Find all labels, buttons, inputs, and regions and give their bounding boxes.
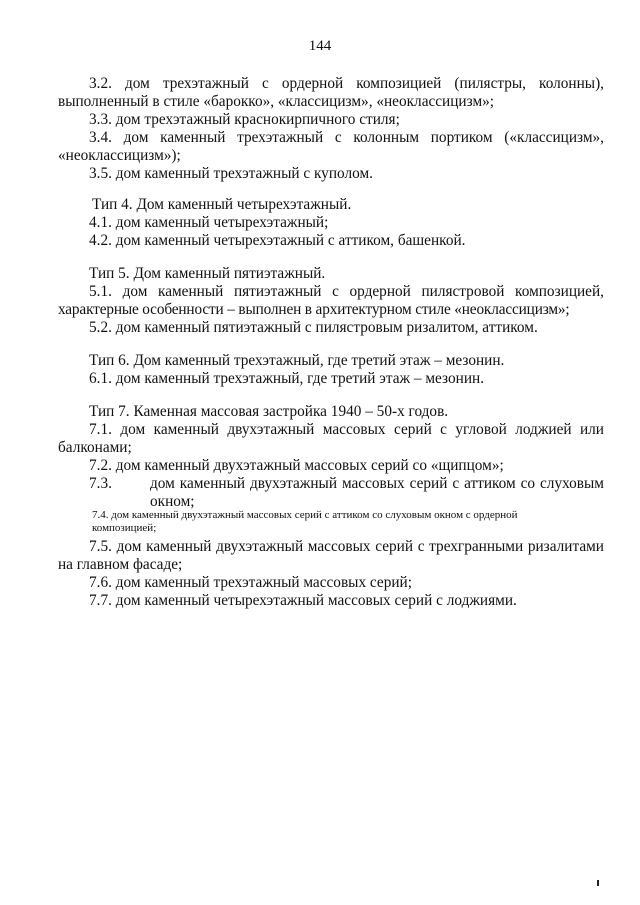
item-3-3: 3.3. дом трехэтажный краснокирпичного стиля; bbox=[89, 111, 400, 128]
scan-mark bbox=[597, 880, 599, 886]
item-7-5-line2: на главном фасаде; bbox=[58, 556, 183, 573]
type-7-heading: Тип 7. Каменная массовая застройка 1940 – 50-х годов. bbox=[89, 403, 449, 420]
item-3-5: 3.5. дом каменный трехэтажный с куполом. bbox=[89, 165, 373, 182]
item-5-1-line1: 5.1. дом каменный пятиэтажный с ордерной пилястровой композицией, bbox=[89, 283, 604, 300]
item-7-7: 7.7. дом каменный четырехэтажный массовых серий с лоджиями. bbox=[89, 592, 517, 609]
item-6-1: 6.1. дом каменный трехэтажный, где третий этаж – мезонин. bbox=[89, 370, 485, 387]
page-number: 144 bbox=[308, 38, 332, 54]
item-7-3-line2: окном; bbox=[150, 493, 195, 510]
item-3-2-line1: 3.2. дом трехэтажный с ордерной композицией (пилястры, колонны), bbox=[89, 75, 604, 92]
item-3-2-line2: выполненный в стиле «барокко», «классицизм», «неоклассицизм»; bbox=[58, 93, 495, 110]
item-7-4-line1: 7.4. дом каменный двухэтажный массовых серий с аттиком со слуховым окном с ордерной bbox=[92, 509, 518, 521]
type-6-heading: Тип 6. Дом каменный трехэтажный, где третий этаж – мезонин. bbox=[89, 352, 505, 369]
item-7-2: 7.2. дом каменный двухэтажный массовых серий со «щипцом»; bbox=[89, 457, 504, 474]
item-7-6: 7.6. дом каменный трехэтажный массовых серий; bbox=[89, 574, 412, 591]
type-5-heading: Тип 5. Дом каменный пятиэтажный. bbox=[89, 265, 326, 282]
item-4-1: 4.1. дом каменный четырехэтажный; bbox=[89, 214, 329, 231]
item-5-2: 5.2. дом каменный пятиэтажный с пилястровым ризалитом, аттиком. bbox=[89, 319, 538, 336]
type-4-heading: Тип 4. Дом каменный четырехэтажный. bbox=[92, 196, 352, 213]
item-7-4-line2: композицией; bbox=[92, 522, 157, 534]
item-4-2: 4.2. дом каменный четырехэтажный с аттиком, башенкой. bbox=[89, 232, 466, 249]
item-7-1-line2: балконами; bbox=[58, 439, 132, 456]
item-7-5-line1: 7.5. дом каменный двухэтажный массовых серий с трехгранными ризалитами bbox=[89, 538, 604, 555]
item-3-4-line1: 3.4. дом каменный трехэтажный с колонным портиком («классицизм», bbox=[89, 129, 604, 146]
item-7-3-line1: дом каменный двухэтажный массовых серий с аттиком со слуховым bbox=[150, 475, 604, 492]
item-7-3-number: 7.3. bbox=[89, 475, 112, 492]
item-3-4-line2: «неоклассицизм»); bbox=[58, 147, 181, 164]
item-7-1-line1: 7.1. дом каменный двухэтажный массовых серий с угловой лоджией или bbox=[89, 421, 604, 438]
item-5-1-line2: характерные особенности – выполнен в архитектурном стиле «неоклассицизм»; bbox=[58, 301, 570, 318]
